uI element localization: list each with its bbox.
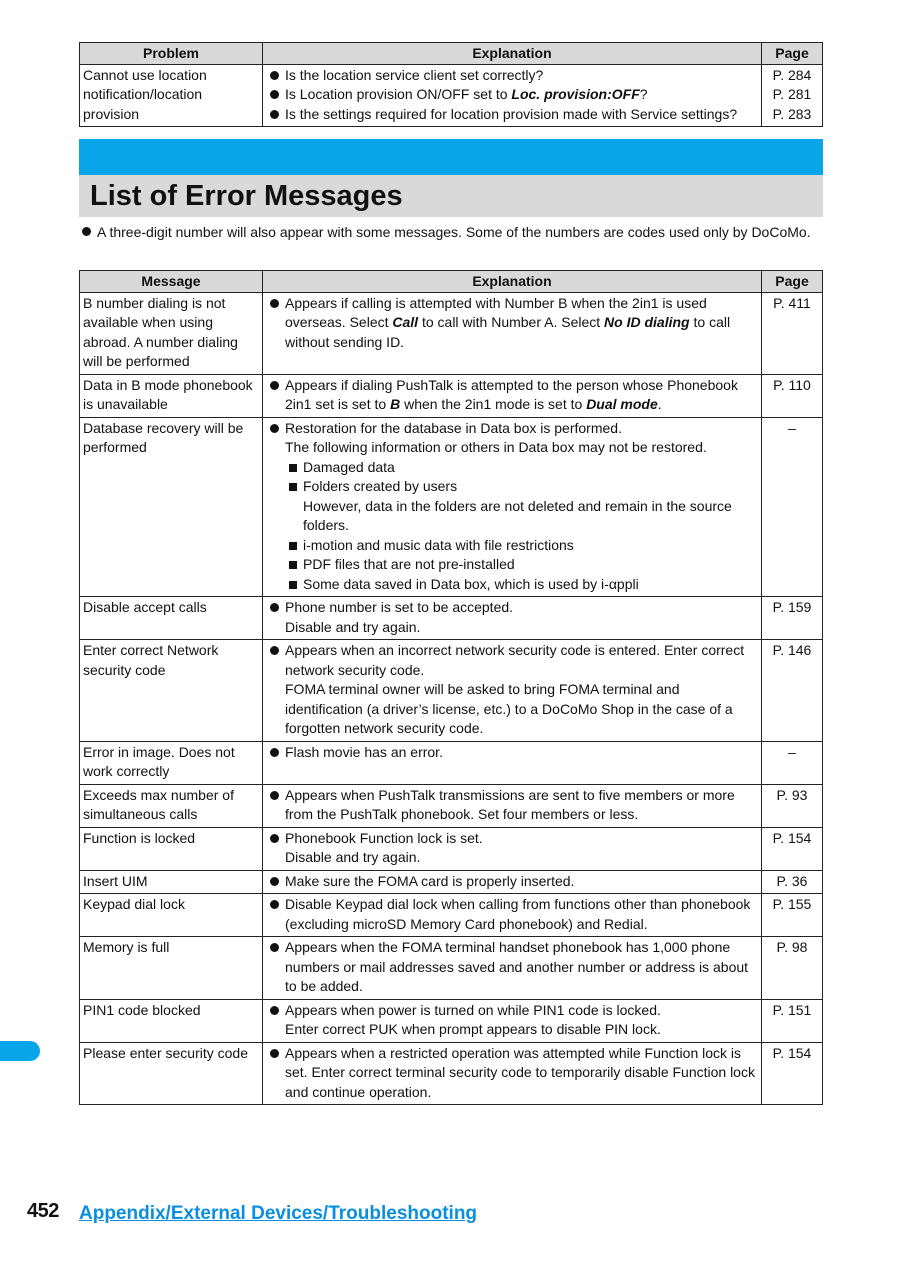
bullet-item: Is the settings required for location provision made with Service settings?: [266, 105, 758, 125]
message-cell: Exceeds max number of simultaneous calls: [80, 784, 263, 827]
troubleshooting-table: [79, 42, 823, 127]
sub-item-note: However, data in the folders are not deleted and remain in the source folders.: [303, 497, 732, 533]
bullet-item: Is Location provision ON/OFF set to Loc. provision:OFF?: [266, 85, 758, 105]
explanation-cell: [263, 64, 762, 127]
page-cell: P. 98: [762, 937, 823, 1000]
section-note: A three-digit number will also appear with some messages. Some of the numbers are codes used only by DoCoMo.: [79, 222, 827, 242]
message-cell: Enter correct Network security code: [80, 640, 263, 742]
table-row: [80, 1042, 823, 1105]
explanation-line: Enter correct PUK when prompt appears to disable PIN lock.: [285, 1021, 661, 1037]
explanation-cell: [263, 741, 762, 784]
bullet-item: Disable Keypad dial lock when calling from functions other than phonebook (excluding microSD Memory Card phonebook) and Redial.: [266, 895, 758, 934]
table-header-row: [80, 43, 823, 65]
message-cell: Memory is full: [80, 937, 263, 1000]
header-problem: Problem: [80, 43, 263, 65]
page-cell: P. 155: [762, 894, 823, 937]
menu-term: Dual mode: [586, 396, 658, 412]
header-page: Page: [762, 271, 823, 293]
page-cell: P. 93: [762, 784, 823, 827]
menu-term: Loc. provision:OFF: [511, 86, 640, 102]
explanation-cell: [263, 937, 762, 1000]
message-cell: Disable accept calls: [80, 597, 263, 640]
header-message: Message: [80, 271, 263, 293]
menu-term: B: [390, 396, 401, 412]
message-cell: Please enter security code: [80, 1042, 263, 1105]
explanation-cell: [263, 597, 762, 640]
explanation-line: FOMA terminal owner will be asked to bring FOMA terminal and identification (a driver’s license, etc.) to a DoCoMo Shop in the case of a forgotten network security code.: [285, 681, 733, 736]
bullet-item: Make sure the FOMA card is properly inserted.: [266, 872, 758, 892]
bullet-item: Appears when PushTalk transmissions are sent to five members or more from the PushTalk phonebook. Set four members or less.: [266, 786, 758, 825]
message-cell: PIN1 code blocked: [80, 999, 263, 1042]
table-row: [80, 741, 823, 784]
message-cell: B number dialing is not available when using abroad. A number dialing will be performed: [80, 292, 263, 374]
bullet-item: Appears when an incorrect network security code is entered. Enter correct network security code.: [266, 641, 758, 680]
table-header-row: [80, 271, 823, 293]
bullet-item: Appears when power is turned on while PIN1 code is locked.: [266, 1001, 758, 1021]
explanation-cell: [263, 894, 762, 937]
section-title: List of Error Messages: [79, 175, 823, 217]
explanation-cell: [263, 999, 762, 1042]
explanation-cell: [263, 417, 762, 597]
page-ref: P. 284: [772, 66, 812, 83]
message-cell: Error in image. Does not work correctly: [80, 741, 263, 784]
explanation-cell: [263, 1042, 762, 1105]
table-row: [80, 417, 823, 597]
table-row: [80, 999, 823, 1042]
page-cell: –: [762, 741, 823, 784]
page-ref: P. 283: [772, 105, 812, 122]
message-cell: Keypad dial lock: [80, 894, 263, 937]
sub-item: Damaged data: [266, 458, 758, 478]
message-cell: Data in B mode phonebook is unavailable: [80, 374, 263, 417]
message-cell: Database recovery will be performed: [80, 417, 263, 597]
explanation-cell: [263, 292, 762, 374]
table-row: [80, 292, 823, 374]
explanation-line: The following information or others in Data box may not be restored.: [285, 439, 707, 455]
page-cell: P. 159: [762, 597, 823, 640]
page-cell: P. 146: [762, 640, 823, 742]
table-row: [80, 937, 823, 1000]
menu-term: No ID dialing: [604, 314, 690, 330]
page-cell: P. 110: [762, 374, 823, 417]
page-number: 452: [27, 1200, 59, 1222]
header-explanation: Explanation: [263, 271, 762, 293]
chapter-title-link[interactable]: Appendix/External Devices/Troubleshooting: [79, 1203, 478, 1224]
message-cell: Function is locked: [80, 827, 263, 870]
bullet-item: Appears when a restricted operation was attempted while Function lock is set. Enter correct terminal security code to temporarily disable Function lock and continue operation.: [266, 1044, 758, 1103]
bullet-item: Flash movie has an error.: [266, 743, 758, 763]
table-row: [80, 784, 823, 827]
explanation-line: Disable and try again.: [285, 849, 421, 865]
explanation-cell: [263, 784, 762, 827]
bullet-item: Appears if calling is attempted with Number B when the 2in1 is used overseas. Select Call to call with Number A. Select No ID dialing to call without sending ID.: [266, 294, 758, 353]
bullet-item: Appears when the FOMA terminal handset phonebook has 1,000 phone numbers or mail addresses saved and another number or address is about to be added.: [266, 938, 758, 997]
header-explanation: Explanation: [263, 43, 762, 65]
table-row: [80, 870, 823, 894]
explanation-line: Disable and try again.: [285, 618, 421, 635]
table-row: [80, 374, 823, 417]
bullet-item: Restoration for the database in Data box is performed.: [266, 419, 758, 439]
page-cell: P. 154: [762, 827, 823, 870]
bullet-item: Phone number is set to be accepted.: [266, 598, 758, 618]
section-accent-bar: [79, 139, 823, 175]
page-cell: P. 151: [762, 999, 823, 1042]
explanation-cell: [263, 870, 762, 894]
table-row: [80, 827, 823, 870]
page-cell: P. 411: [762, 292, 823, 374]
message-cell: Insert UIM: [80, 870, 263, 894]
sub-item: i-motion and music data with file restrictions: [266, 536, 758, 556]
bullet-item: Appears if dialing PushTalk is attempted to the person whose Phonebook 2in1 set is set to B when the 2in1 mode is set to Dual mode.: [266, 376, 758, 415]
page-ref: P. 281: [772, 86, 812, 102]
sub-item: PDF files that are not pre-installed: [266, 555, 758, 575]
page-cell: –: [762, 417, 823, 597]
bullet-item: Is the location service client set correctly?: [266, 66, 758, 86]
page-cell: [762, 64, 823, 127]
table-row: [80, 64, 823, 127]
table-row: [80, 640, 823, 742]
bullet-item: Phonebook Function lock is set.: [266, 829, 758, 849]
sub-item: Folders created by users: [266, 477, 758, 497]
explanation-cell: [263, 827, 762, 870]
chapter-index-tab: [0, 1041, 40, 1061]
table-row: [80, 597, 823, 640]
page-cell: P. 154: [762, 1042, 823, 1105]
header-page: Page: [762, 43, 823, 65]
menu-term: Call: [392, 314, 419, 330]
explanation-cell: [263, 374, 762, 417]
sub-item: Some data saved in Data box, which is used by i-αppli: [266, 575, 758, 595]
page-cell: P. 36: [762, 870, 823, 894]
problem-cell: Cannot use location notification/location provision: [80, 64, 263, 127]
explanation-cell: [263, 640, 762, 742]
error-messages-table: [79, 270, 823, 1105]
table-row: [80, 894, 823, 937]
